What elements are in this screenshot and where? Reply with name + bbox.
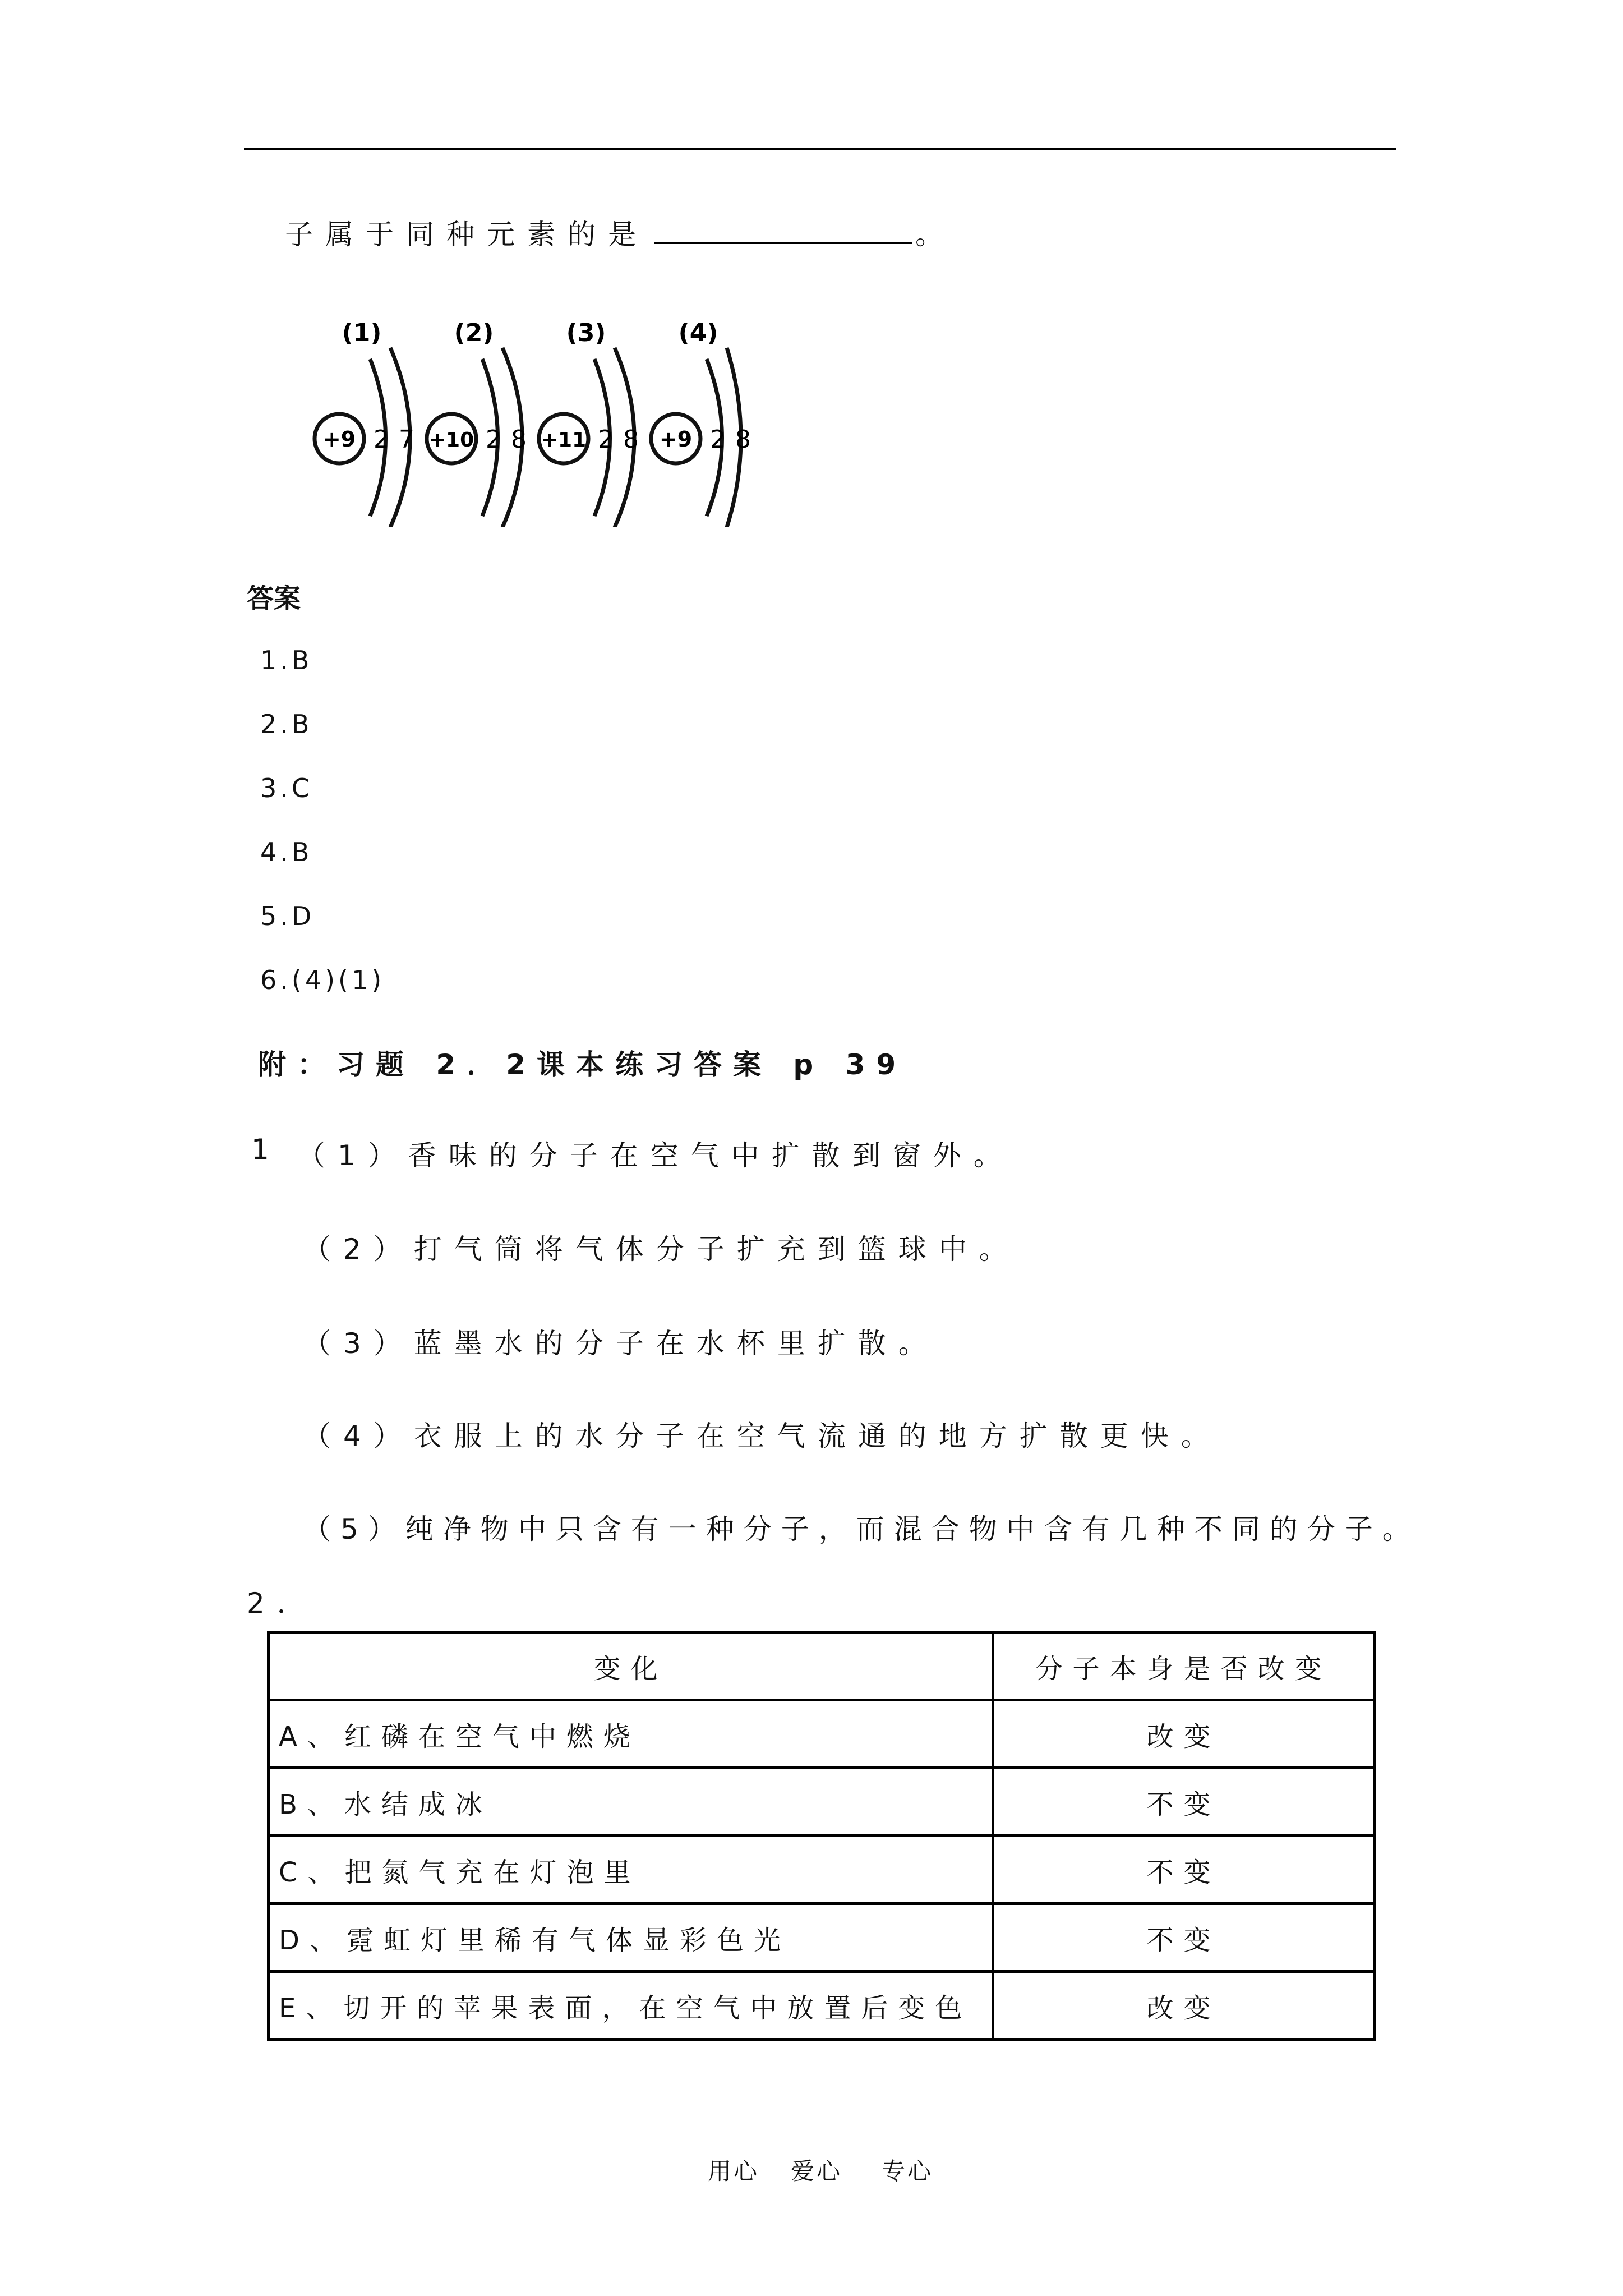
changes-table — [267, 1631, 1376, 2041]
atom-3 — [539, 319, 639, 527]
atom-label: (4) — [678, 319, 718, 347]
nucleus-charge: +10 — [428, 429, 474, 452]
answer-item: 2.B — [260, 709, 313, 739]
table-header-row — [269, 1632, 1375, 1700]
answer-item: 1.B — [260, 645, 313, 675]
answer-blank — [654, 220, 912, 244]
shell-electrons: 8 — [623, 425, 639, 454]
shell-electrons: 8 — [735, 425, 751, 454]
shell-electrons: 2 — [710, 425, 726, 454]
result-cell: 不变 — [993, 1904, 1375, 1972]
shell-electrons: 2 — [598, 425, 614, 454]
q1-item: （4）衣服上的水分子在空气流通的地方扩散更快。 — [303, 1420, 1221, 1452]
q1-item: （3）蓝墨水的分子在水杯里扩散。 — [303, 1327, 939, 1360]
shell-electrons: 7 — [399, 425, 414, 454]
q2-number: 2． — [247, 1587, 317, 1619]
table-row — [269, 1768, 1375, 1836]
shell-electrons: 2 — [374, 425, 389, 454]
q1-number: 1 — [251, 1133, 282, 1166]
q1-item: （1）香味的分子在空气中扩散到窗外。 — [297, 1139, 1014, 1172]
atom-label: (1) — [342, 319, 382, 347]
change-cell: C、把氮气充在灯泡里 — [269, 1836, 993, 1904]
atom-4 — [651, 319, 751, 527]
footer-item: 专心 — [882, 2157, 934, 2185]
result-cell: 改变 — [993, 1700, 1375, 1768]
change-cell: A、红磷在空气中燃烧 — [269, 1700, 993, 1768]
result-cell: 改变 — [993, 1972, 1375, 2040]
nucleus-charge: +9 — [659, 427, 693, 452]
result-cell: 不变 — [993, 1768, 1375, 1836]
answer-item: 4.B — [260, 837, 313, 867]
q1-item: （2）打气筒将气体分子扩充到篮球中。 — [303, 1233, 1020, 1266]
answer-item: 3.C — [260, 773, 313, 803]
footer-item: 用心 — [708, 2157, 760, 2185]
atom-structure-figure — [303, 314, 763, 527]
q1-item: （5）纯净物中只含有一种分子，而混合物中含有几种不同的分子。 — [303, 1513, 1420, 1545]
answers-heading: 答案 — [247, 583, 301, 614]
atom-label: (2) — [454, 319, 494, 347]
nucleus-charge: +9 — [322, 427, 356, 452]
change-cell: D、霓虹灯里稀有气体显彩色光 — [269, 1904, 993, 1972]
answer-item: 6.(4)(1) — [260, 965, 385, 995]
atom-1 — [315, 319, 414, 527]
atom-label: (3) — [566, 319, 606, 347]
footer-item: 爱心 — [791, 2157, 843, 2185]
column-header-change: 变化 — [269, 1632, 993, 1700]
header-rule — [244, 148, 1396, 150]
question-tail-text: 子属于同种元素的是 — [285, 218, 648, 251]
question-tail — [285, 212, 956, 252]
nucleus-charge: +11 — [541, 429, 587, 452]
appendix-heading: 附：习题 2．2课本练习答案 p 39 — [258, 1048, 907, 1081]
change-cell: E、切开的苹果表面，在空气中放置后变色 — [269, 1972, 993, 2040]
table-row — [269, 1972, 1375, 2040]
table-row — [269, 1700, 1375, 1768]
shell-electrons: 2 — [486, 425, 501, 454]
table-row — [269, 1836, 1375, 1904]
column-header-result: 分子本身是否改变 — [993, 1632, 1375, 1700]
answer-item: 5.D — [260, 901, 315, 931]
shell-electrons: 8 — [511, 425, 527, 454]
atom-2 — [427, 319, 527, 527]
table-row — [269, 1904, 1375, 1972]
result-cell: 不变 — [993, 1836, 1375, 1904]
question-tail-end: 。 — [915, 218, 956, 251]
change-cell: B、水结成冰 — [269, 1768, 993, 1836]
